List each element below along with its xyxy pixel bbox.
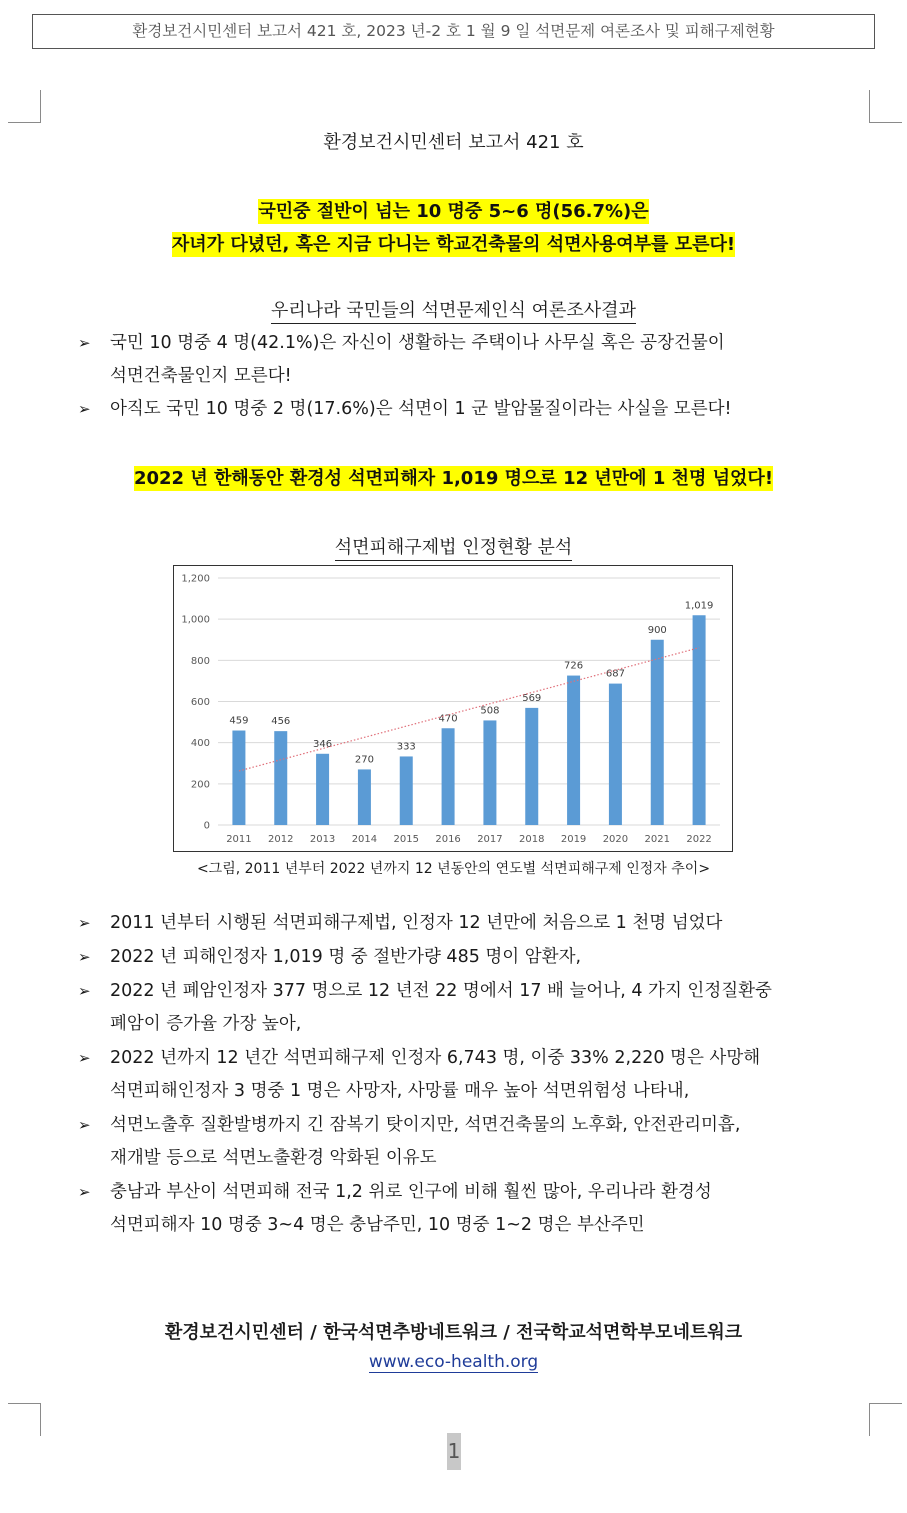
finding-5 bbox=[0, 1109, 907, 1175]
bullet-line: 재개발 등으로 석면노출환경 악화된 이유도 bbox=[110, 1148, 437, 1168]
arrow-bullet-icon: ➢ bbox=[78, 982, 91, 1000]
x-tick-label: 2019 bbox=[560, 834, 587, 845]
crop-mark-bottom-left bbox=[8, 1403, 41, 1436]
survey-section-title bbox=[0, 296, 907, 322]
bar bbox=[274, 731, 287, 825]
arrow-bullet-icon: ➢ bbox=[78, 1116, 91, 1134]
bar bbox=[442, 728, 455, 825]
bar bbox=[525, 708, 538, 825]
x-tick-label: 2016 bbox=[435, 834, 461, 845]
headline-2-text: 2022 년 한해동안 환경성 석면피해자 1,019 명으로 12 년만에 1 천명 넘었다! bbox=[133, 468, 774, 489]
arrow-bullet-icon: ➢ bbox=[78, 914, 91, 932]
crop-mark-bottom-right bbox=[869, 1403, 902, 1436]
x-tick-label: 2020 bbox=[602, 834, 629, 845]
data-label: 726 bbox=[564, 660, 584, 672]
finding-1 bbox=[0, 907, 907, 940]
x-tick-label: 2015 bbox=[393, 834, 419, 845]
x-tick-label: 2018 bbox=[519, 834, 545, 845]
arrow-bullet-icon: ➢ bbox=[78, 400, 91, 418]
crop-mark-top-right bbox=[869, 90, 902, 123]
footer-organizations: 환경보건시민센터 / 한국석면추방네트워크 / 전국학교석면학부모네트워크 bbox=[164, 1322, 743, 1343]
bar-chart-svg bbox=[174, 566, 732, 851]
footer-website bbox=[0, 1352, 907, 1372]
figure-caption: <그림, 2011 년부터 2022 년까지 12 년동안의 연도별 석면피해구제 인정자 추이> bbox=[196, 861, 711, 877]
bullet-line: 2011 년부터 시행된 석면피해구제법, 인정자 12 년만에 처음으로 1 천명 넘었다 bbox=[110, 913, 723, 933]
survey-bullet-list bbox=[0, 327, 907, 426]
data-label: 270 bbox=[354, 754, 374, 766]
findings-list bbox=[0, 907, 907, 1243]
headline-line-2-text: 자녀가 다녔던, 혹은 지금 다니는 학교건축물의 석면사용여부를 모른다! bbox=[171, 234, 736, 255]
report-number: 환경보건시민센터 보고서 421 호 bbox=[323, 132, 584, 153]
data-label: 687 bbox=[605, 668, 625, 680]
bullet-line: 충남과 부산이 석면피해 전국 1,2 위로 인구에 비해 훨씬 많아, 우리나라 환경성 bbox=[110, 1182, 712, 1202]
bullet-line: 2022 년 피해인정자 1,019 명 중 절반가량 485 명이 암환자, bbox=[110, 947, 582, 967]
bullet-line: 2022 년 폐암인정자 377 명으로 12 년전 22 명에서 17 배 늘어나, 4 가지 인정질환중 bbox=[110, 981, 772, 1001]
chart-title bbox=[0, 533, 907, 559]
bullet-line: 석면노출후 질환발병까지 긴 잠복기 탓이지만, 석면건축물의 노후화, 안전관리미흡, bbox=[110, 1115, 741, 1135]
arrow-bullet-icon: ➢ bbox=[78, 334, 91, 352]
finding-3 bbox=[0, 975, 907, 1041]
bar bbox=[651, 640, 664, 825]
x-tick-label: 2017 bbox=[477, 834, 503, 845]
bar bbox=[693, 615, 706, 825]
chart-title-text: 석면피해구제법 인정현황 분석 bbox=[335, 537, 573, 561]
y-tick-label: 200 bbox=[190, 779, 210, 791]
x-tick-label: 2011 bbox=[226, 834, 252, 845]
bar bbox=[400, 756, 413, 825]
data-label: 333 bbox=[396, 741, 416, 753]
survey-bullet-1 bbox=[0, 327, 907, 393]
arrow-bullet-icon: ➢ bbox=[78, 1049, 91, 1067]
x-tick-label: 2012 bbox=[268, 834, 294, 845]
y-tick-label: 1,000 bbox=[181, 614, 210, 626]
y-tick-label: 800 bbox=[190, 655, 210, 667]
x-tick-label: 2013 bbox=[309, 834, 336, 845]
y-tick-label: 1,200 bbox=[181, 573, 210, 585]
data-label: 900 bbox=[647, 624, 667, 636]
page-number: 1 bbox=[447, 1433, 461, 1470]
data-label: 470 bbox=[438, 713, 458, 725]
y-tick-label: 400 bbox=[190, 738, 210, 750]
bar bbox=[483, 720, 496, 825]
bullet-line: 석면피해인정자 3 명중 1 명은 사망자, 사망률 매우 높아 석면위험성 나타내, bbox=[110, 1081, 690, 1101]
survey-section-title-text: 우리나라 국민들의 석면문제인식 여론조사결과 bbox=[271, 300, 636, 324]
bullet-line: 폐암이 증가율 가장 높아, bbox=[110, 1014, 302, 1034]
bullet-line: 국민 10 명중 4 명(42.1%)은 자신이 생활하는 주택이나 사무실 혹은 공장건물이 bbox=[110, 333, 725, 353]
arrow-bullet-icon: ➢ bbox=[78, 948, 91, 966]
headline-line-1 bbox=[0, 197, 907, 223]
finding-2 bbox=[0, 941, 907, 974]
crop-mark-top-left bbox=[8, 90, 41, 123]
bar bbox=[232, 731, 245, 825]
bullet-line: 석면피해자 10 명중 3~4 명은 충남주민, 10 명중 1~2 명은 부산주민 bbox=[110, 1215, 645, 1235]
headline-line-2 bbox=[0, 230, 907, 256]
y-tick-label: 600 bbox=[190, 697, 210, 708]
survey-bullet-2 bbox=[0, 393, 907, 426]
bar bbox=[316, 754, 329, 825]
x-tick-label: 2022 bbox=[686, 834, 712, 845]
bullet-line: 아직도 국민 10 명중 2 명(17.6%)은 석면이 1 군 발암물질이라는 사실을 모른다! bbox=[110, 399, 732, 419]
headline-2 bbox=[0, 464, 907, 490]
arrow-bullet-icon: ➢ bbox=[78, 1183, 91, 1201]
trendline bbox=[239, 648, 699, 771]
headline-line-1-text: 국민중 절반이 넘는 10 명중 5~6 명(56.7%)은 bbox=[258, 201, 649, 222]
bullet-line: 2022 년까지 12 년간 석면피해구제 인정자 6,743 명, 이중 33% 2,220 명은 사망해 bbox=[110, 1048, 761, 1068]
data-label: 459 bbox=[229, 715, 249, 727]
website-link[interactable]: www.eco-health.org bbox=[368, 1352, 539, 1372]
data-label: 569 bbox=[522, 692, 542, 704]
finding-6 bbox=[0, 1176, 907, 1242]
bar-chart bbox=[173, 565, 733, 852]
bar bbox=[609, 684, 622, 825]
y-tick-label: 0 bbox=[203, 820, 210, 832]
finding-4 bbox=[0, 1042, 907, 1108]
x-tick-label: 2021 bbox=[644, 834, 670, 845]
x-tick-label: 2014 bbox=[351, 834, 378, 845]
bar bbox=[567, 676, 580, 825]
data-label: 456 bbox=[271, 716, 291, 728]
data-label: 1,019 bbox=[684, 600, 714, 612]
data-label: 508 bbox=[480, 705, 500, 717]
bar bbox=[358, 769, 371, 825]
running-header: 환경보건시민센터 보고서 421 호, 2023 년-2 호 1 월 9 일 석면문제 여론조사 및 피해구제현황 bbox=[32, 14, 875, 49]
data-label: 346 bbox=[313, 738, 333, 750]
bullet-line: 석면건축물인지 모른다! bbox=[110, 366, 292, 386]
